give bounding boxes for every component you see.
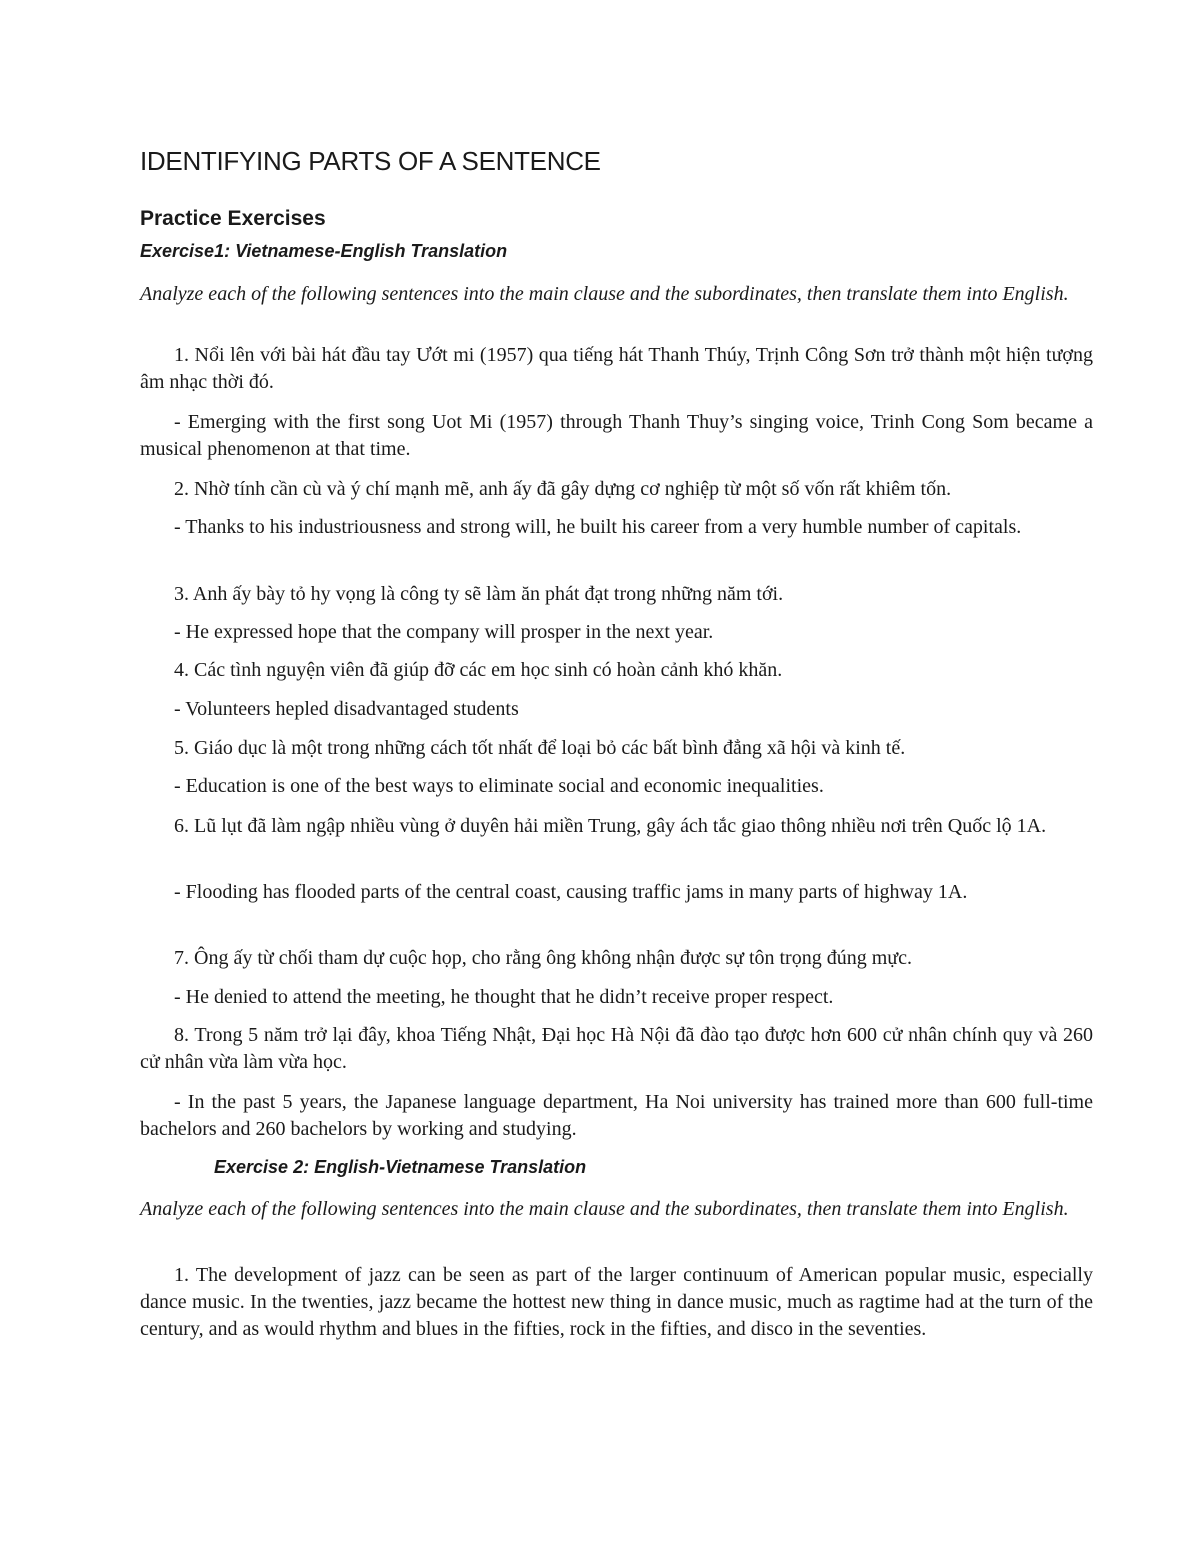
exercise1-item-8-vi: 8. Trong 5 năm trở lại đây, khoa Tiếng Nhật, Đại học Hà Nội đã đào tạo được hơn 600 cử nhân chính quy và 260 cử nhân vừa làm vừa học. (140, 1024, 1093, 1073)
exercise1-item-1-vi: 1. Nổi lên với bài hát đầu tay Ướt mi (1957) qua tiếng hát Thanh Thúy, Trịnh Công Sơn trở thành một hiện tượng âm nhạc thời đó. (140, 344, 1093, 393)
exercise1-item-1-en: - Emerging with the first song Uot Mi (1957) through Thanh Thuy’s singing voice, Trinh Cong Som became a musical phenomenon at that time. (140, 411, 1093, 460)
exercise2-instruction: Analyze each of the following sentences into the main clause and the subordinates, then translate them into English. (140, 1198, 1069, 1220)
practice-exercises-heading: Practice Exercises (140, 207, 326, 230)
exercise1-heading: Exercise1: Vietnamese-English Translation (140, 241, 508, 261)
exercise2-item-1: 1. The development of jazz can be seen as part of the larger continuum of American popular music, especially dance music. In the twenties, jazz became the hottest new thing in dance music, much as ragtime had at the turn of the century, and as would rhythm and blues in the fifties, rock in the fifties, and disco in the seventies. (140, 1264, 1093, 1340)
exercise1-item-2-vi: 2. Nhờ tính cần cù và ý chí mạnh mẽ, anh ấy đã gây dựng cơ nghiệp từ một số vốn rất khiêm tốn. (174, 478, 952, 500)
exercise1-item-3-vi: 3. Anh ấy bày tỏ hy vọng là công ty sẽ làm ăn phát đạt trong những năm tới. (174, 583, 784, 605)
exercise1-item-3-en: - He expressed hope that the company will prosper in the next year. (174, 621, 714, 643)
exercise1-item-5-vi: 5. Giáo dục là một trong những cách tốt nhất để loại bỏ các bất bình đẳng xã hội và kinh tế. (174, 737, 906, 759)
exercise1-item-5-en: - Education is one of the best ways to eliminate social and economic inequalities. (174, 775, 824, 797)
exercise2-heading: Exercise 2: English-Vietnamese Translation (214, 1157, 587, 1177)
exercise1-item-7-vi: 7. Ông ấy từ chối tham dự cuộc họp, cho rằng ông không nhận được sự tôn trọng đúng mực. (174, 947, 912, 969)
exercise1-item-8-en: - In the past 5 years, the Japanese language department, Ha Noi university has trained more than 600 full-time bachelors and 260 bachelors by working and studying. (140, 1091, 1093, 1140)
document-title: IDENTIFYING PARTS OF A SENTENCE (140, 146, 601, 176)
exercise1-item-6-vi: 6. Lũ lụt đã làm ngập nhiều vùng ở duyên hải miền Trung, gây ách tắc giao thông nhiều nơi trên Quốc lộ 1A. (174, 815, 1047, 837)
exercise1-item-4-vi: 4. Các tình nguyện viên đã giúp đỡ các em học sinh có hoàn cảnh khó khăn. (174, 659, 783, 681)
exercise1-item-4-en: - Volunteers hepled disadvantaged students (174, 698, 519, 720)
exercise1-item-2-en: - Thanks to his industriousness and strong will, he built his career from a very humble number of capitals. (174, 516, 1022, 538)
exercise1-item-6-en: - Flooding has flooded parts of the central coast, causing traffic jams in many parts of highway 1A. (174, 881, 968, 903)
exercise1-item-7-en: - He denied to attend the meeting, he thought that he didn’t receive proper respect. (174, 986, 834, 1008)
exercise1-instruction: Analyze each of the following sentences into the main clause and the subordinates, then translate them into English. (140, 283, 1069, 305)
